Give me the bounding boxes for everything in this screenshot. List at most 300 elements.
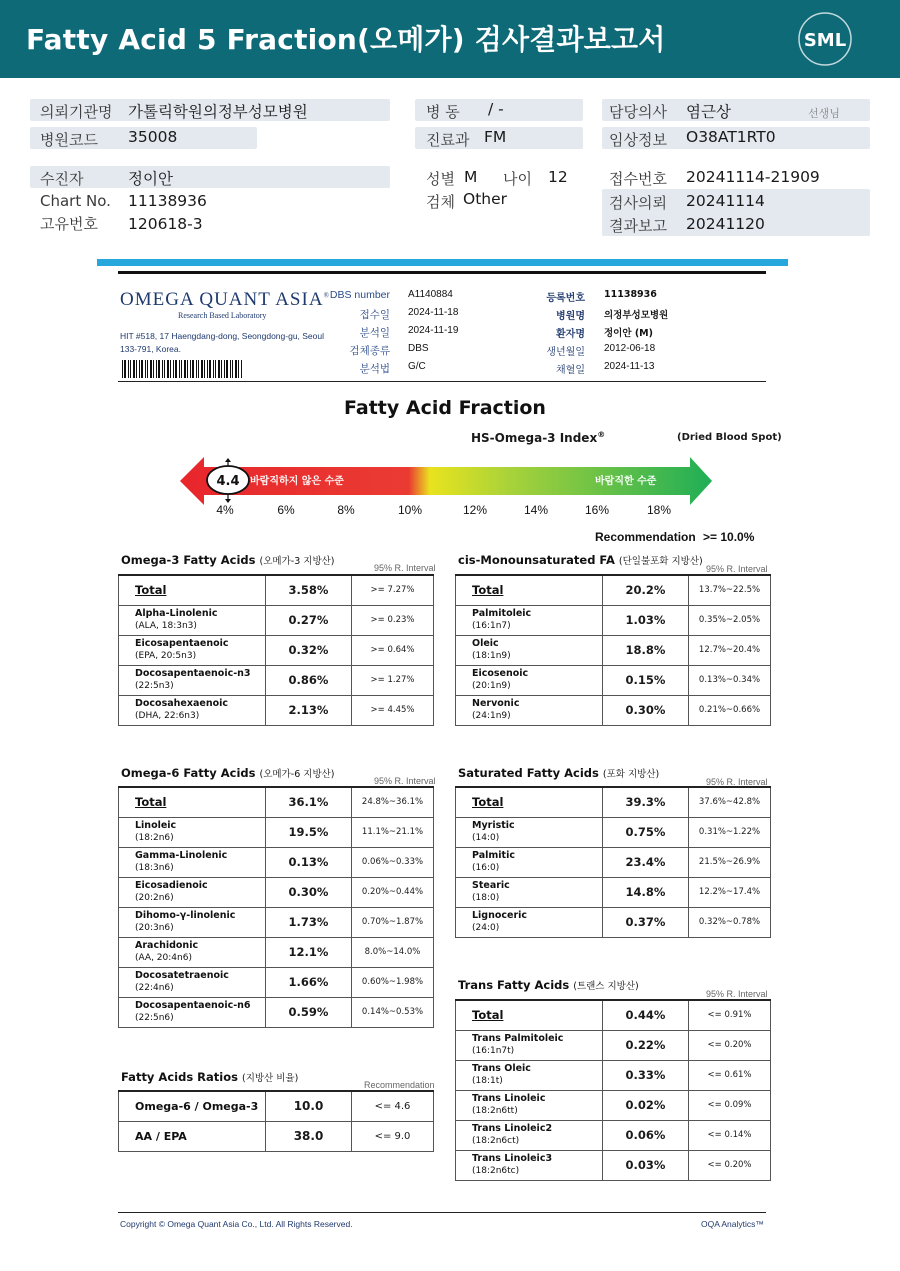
hs-omega3-index-title xyxy=(471,430,605,445)
barcode xyxy=(122,360,242,378)
barcode-bar xyxy=(226,360,228,378)
reference-range: 0.21%~0.66% xyxy=(689,695,771,725)
report-date-label: 결과보고 xyxy=(609,217,667,235)
barcode-bar xyxy=(190,360,191,378)
fatty-acid-notation: (22:5n6) xyxy=(135,1013,174,1023)
reference-range: >= 4.45% xyxy=(352,695,434,725)
receipt-label: 접수번호 xyxy=(609,170,667,188)
lab-field-value: A1140884 xyxy=(408,289,453,300)
reference-range: 11.1%~21.1% xyxy=(352,817,434,847)
fatty-acid-value: 18.8% xyxy=(603,635,689,665)
trans-interval-label: 95% R. Interval xyxy=(706,989,768,999)
reference-range: 0.13%~0.34% xyxy=(689,665,771,695)
reference-range: 0.20%~0.44% xyxy=(352,877,434,907)
lab-field-value: G/C xyxy=(408,361,426,372)
fatty-acid-value: 0.33% xyxy=(603,1060,689,1090)
dept-value: FM xyxy=(484,128,507,146)
fatty-acid-name xyxy=(119,575,266,605)
table-row xyxy=(119,997,434,1027)
omega6-title: Omega-6 Fatty Acids xyxy=(121,766,256,780)
institution-label: 의뢰기관명 xyxy=(40,103,113,121)
fatty-acid-label: Docosapentaenoic-n6 xyxy=(135,1000,251,1011)
lab-field-label: 분석일 xyxy=(359,327,390,339)
table-row xyxy=(119,877,434,907)
fatty-acid-label: Docosatetraenoic xyxy=(135,970,229,981)
fatty-acid-name xyxy=(456,787,603,817)
table-row xyxy=(456,787,771,817)
lab-field-value: DBS xyxy=(408,343,429,354)
barcode-bar xyxy=(198,360,199,378)
fatty-acid-label: Linoleic xyxy=(135,820,177,831)
footer-brand: OQA Analytics™ xyxy=(701,1219,764,1229)
dept-label: 진료과 xyxy=(426,131,470,149)
ratios-section-title xyxy=(121,1070,298,1084)
sample-type: (Dried Blood Spot) xyxy=(677,432,782,443)
footer-rule xyxy=(118,1212,766,1213)
reference-range: 21.5%~26.9% xyxy=(689,847,771,877)
mufa-table xyxy=(455,574,771,726)
table-row xyxy=(456,817,771,847)
fatty-acid-label: Palmitoleic xyxy=(472,608,532,619)
barcode-bar xyxy=(207,360,208,378)
barcode-bar xyxy=(122,360,123,378)
barcode-bar xyxy=(164,360,165,378)
omega3-index-gauge xyxy=(180,455,712,507)
fatty-acid-value: 0.27% xyxy=(266,605,352,635)
barcode-bar xyxy=(187,360,188,378)
report-top-rule xyxy=(118,271,766,274)
doctor-value: 염근상 xyxy=(686,103,731,121)
table-row xyxy=(119,575,434,605)
reference-range: 0.60%~1.98% xyxy=(352,967,434,997)
omega6-section-title xyxy=(121,766,335,780)
table-row xyxy=(119,1091,434,1121)
fatty-acid-label: Total xyxy=(472,794,504,809)
fatty-acid-label: Trans Linoleic3 xyxy=(472,1153,553,1164)
table-row xyxy=(456,1090,771,1120)
fatty-acid-value: 0.86% xyxy=(266,665,352,695)
fatty-acid-notation: (DHA, 22:6n3) xyxy=(135,711,200,721)
chart-value: 11138936 xyxy=(128,192,207,210)
barcode-bar xyxy=(141,360,143,378)
fatty-acid-value: 0.02% xyxy=(603,1090,689,1120)
sml-logo-text: SML xyxy=(803,30,847,51)
saturated-title: Saturated Fatty Acids xyxy=(458,766,599,780)
barcode-bar xyxy=(181,360,182,378)
gauge-marker-up-arrow xyxy=(225,458,231,462)
reference-range: 0.70%~1.87% xyxy=(352,907,434,937)
fatty-acid-notation: (18:0) xyxy=(472,893,500,903)
barcode-bar xyxy=(221,360,222,378)
fatty-acid-value: 1.03% xyxy=(603,605,689,635)
fatty-acid-label: Eicosadienoic xyxy=(135,880,208,891)
fatty-acid-name xyxy=(119,907,266,937)
reference-range: 12.2%~17.4% xyxy=(689,877,771,907)
fatty-acid-value: 0.32% xyxy=(266,635,352,665)
fatty-acid-name xyxy=(119,1091,266,1121)
request-value: 20241114 xyxy=(686,192,765,210)
fatty-acid-name xyxy=(119,1121,266,1151)
saturated-interval-label: 95% R. Interval xyxy=(706,777,768,787)
lab-field-right-value: 2024-11-13 xyxy=(604,361,655,372)
table-row xyxy=(456,1120,771,1150)
table-row xyxy=(456,605,771,635)
saturated-section-title xyxy=(458,766,659,780)
lab-address: HIT #518, 17 Haengdang-dong, Seongdong-gu, Seoul 133-791, Korea. xyxy=(120,331,325,354)
fatty-acid-name xyxy=(119,877,266,907)
barcode-bar xyxy=(170,360,171,378)
reference-range: 0.31%~1.22% xyxy=(689,817,771,847)
gauge-tick-label: 10% xyxy=(397,503,423,517)
table-row xyxy=(456,1150,771,1180)
reference-range: 13.7%~22.5% xyxy=(689,575,771,605)
barcode-bar xyxy=(167,360,169,378)
fatty-acid-value: 14.8% xyxy=(603,877,689,907)
uid-label: 고유번호 xyxy=(40,215,98,233)
barcode-bar xyxy=(224,360,225,378)
barcode-bar xyxy=(175,360,177,378)
fatty-acid-value: 0.44% xyxy=(603,1000,689,1030)
fatty-acid-name xyxy=(456,665,603,695)
table-row xyxy=(456,907,771,937)
ratios-table xyxy=(118,1090,434,1152)
fatty-acid-value: 0.37% xyxy=(603,907,689,937)
barcode-bar xyxy=(241,360,242,378)
reference-range: <= 0.09% xyxy=(689,1090,771,1120)
reference-range: <= 0.20% xyxy=(689,1150,771,1180)
specimen-label: 검체 xyxy=(426,193,455,211)
lab-field-right-label: 환자명 xyxy=(556,329,585,340)
table-row xyxy=(119,605,434,635)
fatty-acid-notation: (18:1t) xyxy=(472,1076,503,1086)
omega3-table xyxy=(118,574,434,726)
fatty-acid-notation: (18:2n6ct) xyxy=(472,1136,520,1146)
patient-name-value: 정이안 xyxy=(128,170,173,188)
fatty-acid-label: Stearic xyxy=(472,880,510,891)
lab-logo-text: OMEGA QUANT ASIA xyxy=(120,289,324,310)
fatty-acid-name xyxy=(456,1030,603,1060)
barcode-bar xyxy=(139,360,140,378)
hs-omega3-index-mark: ® xyxy=(597,430,606,439)
saturated-table xyxy=(455,786,771,938)
lab-logo xyxy=(120,289,330,311)
fatty-acid-notation: (16:1n7) xyxy=(472,621,511,631)
report-date-value: 20241120 xyxy=(686,215,765,233)
barcode-bar xyxy=(204,360,205,378)
lab-field-right-value: 의정부성모병원 xyxy=(604,310,669,321)
lab-field-value: 2024-11-19 xyxy=(408,325,459,336)
fatty-acid-label: Oleic xyxy=(472,638,499,649)
lab-field-right-value: 정이안 (M) xyxy=(604,328,653,339)
trans-title-kr: (트랜스 지방산) xyxy=(573,981,639,992)
lab-field-label: 접수일 xyxy=(359,309,390,321)
fatty-acid-name xyxy=(456,847,603,877)
ratios-interval-label: Recommendation xyxy=(364,1080,435,1090)
report-title: Fatty Acid 5 Fraction(오메가) 검사결과보고서 xyxy=(26,23,666,56)
barcode-bar xyxy=(145,360,146,378)
reference-range: 12.7%~20.4% xyxy=(689,635,771,665)
fatty-acid-notation: (ALA, 18:3n3) xyxy=(135,621,197,631)
fatty-acid-label: Myristic xyxy=(472,820,515,831)
fatty-acid-label: Total xyxy=(135,794,167,809)
omega6-interval-label: 95% R. Interval xyxy=(374,776,436,786)
table-row xyxy=(456,877,771,907)
fatty-acid-notation: (24:0) xyxy=(472,923,500,933)
doctor-suffix: 선생님 xyxy=(808,107,840,120)
patient-name-band xyxy=(30,166,390,188)
table-row xyxy=(119,937,434,967)
table-row xyxy=(456,1000,771,1030)
fatty-acid-name xyxy=(456,907,603,937)
fatty-acid-label: Gamma-Linolenic xyxy=(135,850,228,861)
barcode-bar xyxy=(150,360,152,378)
fatty-acid-name xyxy=(119,665,266,695)
fatty-acid-value: 0.13% xyxy=(266,847,352,877)
reference-range: <= 0.14% xyxy=(689,1120,771,1150)
fatty-acid-notation: (16:0) xyxy=(472,863,500,873)
ward-label: 병 동 xyxy=(426,103,460,121)
gauge-tick-label: 4% xyxy=(216,503,234,517)
hs-omega3-index-name: HS-Omega-3 Index xyxy=(471,431,598,445)
fatty-acid-value: 23.4% xyxy=(603,847,689,877)
table-row xyxy=(456,847,771,877)
fatty-acid-label: Eicosapentaenoic xyxy=(135,638,229,649)
table-row xyxy=(456,1030,771,1060)
fatty-acid-notation: (16:1n7t) xyxy=(472,1046,515,1056)
barcode-bar xyxy=(235,360,237,378)
fatty-acid-name xyxy=(119,817,266,847)
table-row xyxy=(119,787,434,817)
gauge-tick-label: 16% xyxy=(584,503,610,517)
fatty-acid-value: 0.30% xyxy=(266,877,352,907)
reference-range: <= 4.6 xyxy=(352,1091,434,1121)
clinical-value: O38AT1RT0 xyxy=(686,128,776,146)
barcode-bar xyxy=(136,360,137,378)
fatty-acid-value: 19.5% xyxy=(266,817,352,847)
omega6-title-kr: (오메가-6 지방산) xyxy=(259,769,335,780)
institution-value: 가톨릭학원의정부성모병원 xyxy=(128,103,308,121)
table-row xyxy=(119,695,434,725)
ratios-title-kr: (지방산 비율) xyxy=(242,1073,299,1084)
barcode-bar xyxy=(215,360,216,378)
table-row xyxy=(119,1121,434,1151)
table-row xyxy=(456,635,771,665)
request-label: 검사의뢰 xyxy=(609,194,667,212)
fatty-acid-value: 1.66% xyxy=(266,967,352,997)
barcode-bar xyxy=(213,360,214,378)
fatty-acid-label: Docosahexaenoic xyxy=(135,698,229,709)
omega6-table xyxy=(118,786,434,1028)
fatty-acid-value: 0.22% xyxy=(603,1030,689,1060)
lab-field-right-label: 채혈일 xyxy=(556,365,585,376)
patient-name-label: 수진자 xyxy=(40,170,84,188)
barcode-bar xyxy=(232,360,233,378)
report-header-rule xyxy=(118,381,766,382)
lab-field-label: 검체종류 xyxy=(349,345,390,357)
fatty-acid-name xyxy=(456,1150,603,1180)
lab-subtitle: Research Based Laboratory xyxy=(178,311,267,320)
reference-range: 37.6%~42.8% xyxy=(689,787,771,817)
fatty-acid-label: Alpha-Linolenic xyxy=(135,608,218,619)
table-row xyxy=(119,665,434,695)
reference-range: 0.14%~0.53% xyxy=(352,997,434,1027)
fatty-acid-label: Total xyxy=(472,1007,504,1022)
recommendation-label: Recommendation xyxy=(595,530,696,544)
reference-range: 0.35%~2.05% xyxy=(689,605,771,635)
fatty-acid-name xyxy=(456,1120,603,1150)
fatty-acid-value: 36.1% xyxy=(266,787,352,817)
gauge-tick-label: 12% xyxy=(462,503,488,517)
omega3-title: Omega-3 Fatty Acids xyxy=(121,553,256,567)
mufa-section-title xyxy=(458,553,703,567)
barcode-bar xyxy=(128,360,129,378)
gauge-bad-label: 바람직하지 않은 수준 xyxy=(250,476,344,487)
lab-field-right-label: 생년월일 xyxy=(546,347,585,358)
fatty-acid-name xyxy=(456,1060,603,1090)
fatty-acid-notation: (EPA, 20:5n3) xyxy=(135,651,197,661)
fatty-acid-notation: (18:2n6tc) xyxy=(472,1166,520,1176)
fatty-acid-value: 0.06% xyxy=(603,1120,689,1150)
fatty-acid-label: Eicosenoic xyxy=(472,668,529,679)
fatty-acid-notation: (20:1n9) xyxy=(472,681,511,691)
barcode-bar xyxy=(153,360,154,378)
lab-field-right-value: 11138936 xyxy=(604,289,657,300)
barcode-bar xyxy=(196,360,197,378)
footer-copyright: Copyright © Omega Quant Asia Co., Ltd. All Rights Reserved. xyxy=(120,1219,353,1229)
mufa-title: cis-Monounsaturated FA xyxy=(458,553,615,567)
lab-field-right-value: 2012-06-18 xyxy=(604,343,656,354)
fatty-acid-notation: (18:2n6) xyxy=(135,833,174,843)
table-row xyxy=(456,695,771,725)
mufa-interval-label: 95% R. Interval xyxy=(706,564,768,574)
table-row xyxy=(119,847,434,877)
fatty-acid-label: Docosapentaenoic-n3 xyxy=(135,668,251,679)
fatty-acid-name xyxy=(456,635,603,665)
fatty-acid-name xyxy=(119,635,266,665)
fatty-acid-name xyxy=(119,605,266,635)
saturated-title-kr: (포화 지방산) xyxy=(602,769,660,780)
fatty-acid-value: 0.59% xyxy=(266,997,352,1027)
lab-field-right-label: 병원명 xyxy=(556,311,585,322)
fatty-acid-value: 3.58% xyxy=(266,575,352,605)
reference-range: >= 7.27% xyxy=(352,575,434,605)
fatty-acid-label: Nervonic xyxy=(472,698,520,709)
fatty-acid-name xyxy=(456,605,603,635)
fatty-acid-value: 38.0 xyxy=(266,1121,352,1151)
fatty-acid-label: Trans Linoleic2 xyxy=(472,1123,553,1134)
fatty-acid-name xyxy=(456,1090,603,1120)
fatty-acid-label: Trans Linoleic xyxy=(472,1093,546,1104)
fatty-acid-label: Total xyxy=(472,582,504,597)
reference-range: <= 0.91% xyxy=(689,1000,771,1030)
fatty-acid-label: Palmitic xyxy=(472,850,515,861)
fatty-acid-name xyxy=(119,967,266,997)
lab-logo-mark: ® xyxy=(323,291,330,300)
receipt-value: 20241114-21909 xyxy=(686,168,820,186)
table-row xyxy=(119,635,434,665)
fatty-acid-fraction-title: Fatty Acid Fraction xyxy=(344,397,546,419)
table-row xyxy=(119,817,434,847)
reference-range: 0.06%~0.33% xyxy=(352,847,434,877)
fatty-acid-name xyxy=(119,695,266,725)
gauge-marker-value: 4.4 xyxy=(216,474,240,489)
trans-title: Trans Fatty Acids xyxy=(458,978,570,992)
sex-value: M xyxy=(464,168,478,186)
trans-section-title xyxy=(458,978,639,992)
barcode-bar xyxy=(238,360,239,378)
gauge-marker xyxy=(207,458,249,503)
barcode-bar xyxy=(192,360,194,378)
barcode-bar xyxy=(156,360,157,378)
trans-table xyxy=(455,999,771,1181)
fatty-acid-name xyxy=(119,937,266,967)
sml-logo-icon xyxy=(796,10,854,68)
fatty-acid-name xyxy=(456,695,603,725)
fatty-acid-notation: (24:1n9) xyxy=(472,711,511,721)
fatty-acid-label: Trans Palmitoleic xyxy=(472,1033,564,1044)
gauge-good-label: 바람직한 수준 xyxy=(595,476,657,487)
omega3-interval-label: 95% R. Interval xyxy=(374,563,436,573)
reference-range: <= 0.61% xyxy=(689,1060,771,1090)
uid-value: 120618-3 xyxy=(128,215,203,233)
recommendation-value: >= 10.0% xyxy=(703,530,755,544)
fatty-acid-value: 10.0 xyxy=(266,1091,352,1121)
fatty-acid-label: Omega-6 / Omega-3 xyxy=(135,1099,259,1113)
age-label: 나이 xyxy=(503,170,532,188)
table-row xyxy=(456,665,771,695)
gauge-tick-label: 18% xyxy=(646,503,672,517)
reference-range: <= 0.20% xyxy=(689,1030,771,1060)
fatty-acid-label: Arachidonic xyxy=(135,940,199,951)
fatty-acid-notation: (20:3n6) xyxy=(135,923,174,933)
gauge-tick-label: 6% xyxy=(277,503,295,517)
reference-range: 0.32%~0.78% xyxy=(689,907,771,937)
lab-field-value: 2024-11-18 xyxy=(408,307,459,318)
fatty-acid-notation: (22:5n3) xyxy=(135,681,174,691)
fatty-acid-label: Total xyxy=(135,582,167,597)
fatty-acid-value: 0.75% xyxy=(603,817,689,847)
table-row xyxy=(119,967,434,997)
specimen-value: Other xyxy=(463,190,508,208)
reference-range: >= 0.23% xyxy=(352,605,434,635)
hospital-code-value: 35008 xyxy=(128,128,178,146)
fatty-acid-value: 2.13% xyxy=(266,695,352,725)
table-row xyxy=(119,907,434,937)
barcode-bar xyxy=(162,360,163,378)
barcode-bar xyxy=(173,360,174,378)
fatty-acid-value: 39.3% xyxy=(603,787,689,817)
mufa-title-kr: (단일불포화 지방산) xyxy=(618,556,703,567)
fatty-acid-value: 1.73% xyxy=(266,907,352,937)
fatty-acid-label: AA / EPA xyxy=(135,1129,187,1143)
ratios-title: Fatty Acids Ratios xyxy=(121,1070,238,1084)
header-bar xyxy=(0,0,900,78)
clinical-label: 임상정보 xyxy=(609,131,667,149)
fatty-acid-name xyxy=(456,1000,603,1030)
fatty-acid-value: 20.2% xyxy=(603,575,689,605)
reference-range: >= 0.64% xyxy=(352,635,434,665)
reference-range: <= 9.0 xyxy=(352,1121,434,1151)
fatty-acid-name xyxy=(119,787,266,817)
barcode-bar xyxy=(133,360,135,378)
barcode-bar xyxy=(230,360,231,378)
fatty-acid-name xyxy=(119,847,266,877)
fatty-acid-notation: (AA, 20:4n6) xyxy=(135,953,192,963)
fatty-acid-value: 12.1% xyxy=(266,937,352,967)
barcode-bar xyxy=(201,360,203,378)
omega3-title-kr: (오메가-3 지방산) xyxy=(259,556,335,567)
omega3-section-title xyxy=(121,553,335,567)
